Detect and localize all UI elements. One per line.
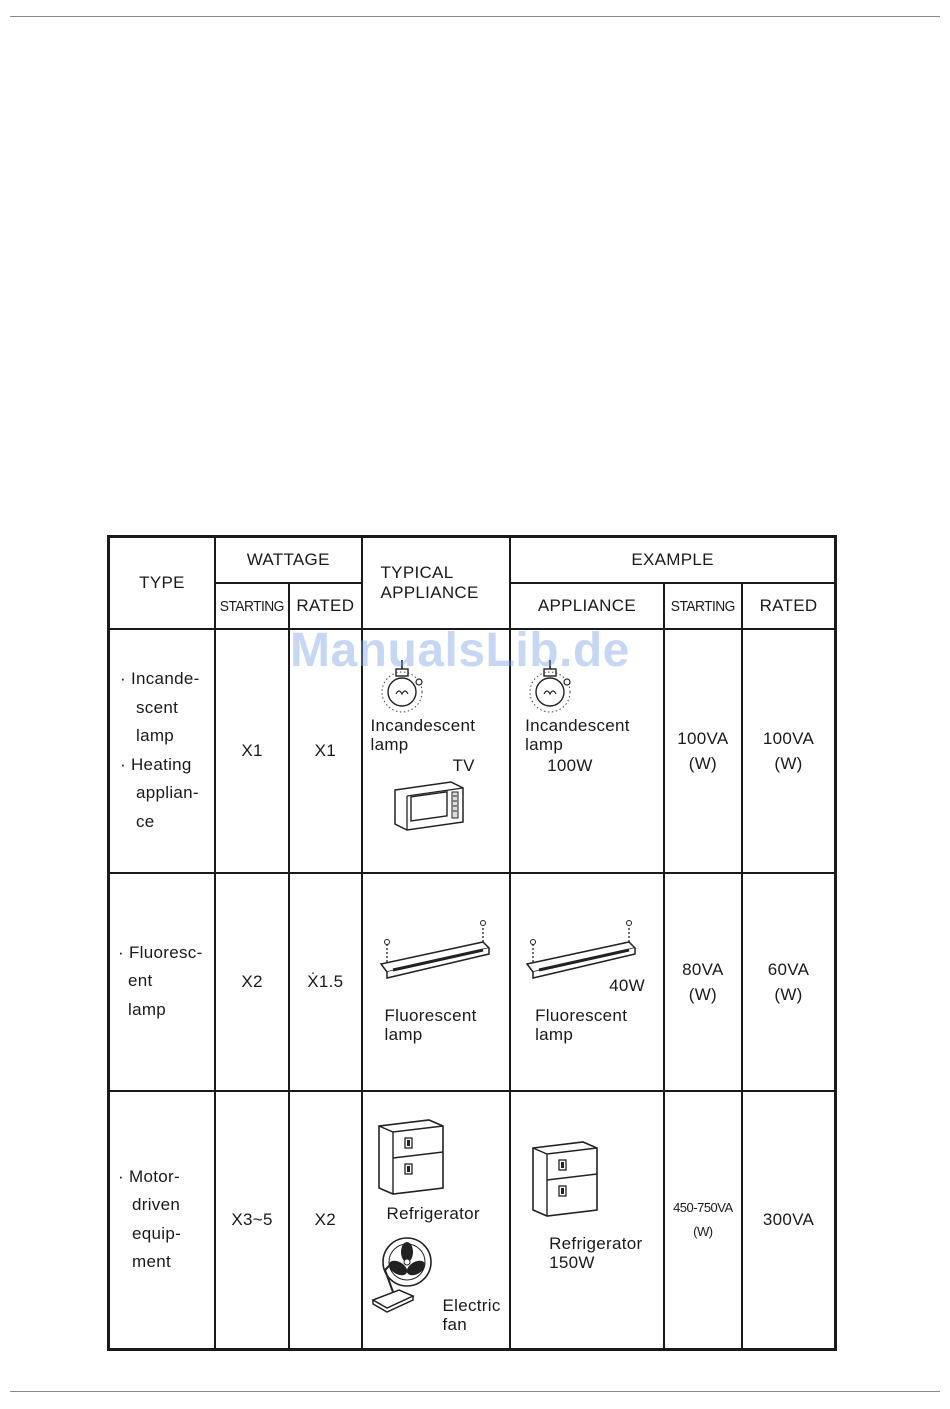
type-line: scent [136,697,179,717]
example-rated-value [742,873,835,1091]
value-line: (W) [693,1223,713,1239]
table-row-motor [109,1091,836,1350]
type-line: equip- [132,1223,182,1243]
example-appliance-cell [510,1091,664,1350]
type-line: · Fluoresc- [118,942,203,962]
rated-value: X2 [289,1091,361,1350]
top-rule [10,16,940,17]
example-label: lamp [535,1024,574,1044]
type-cell [109,873,215,1091]
example-appliance-cell [510,629,664,873]
watermark-text: ManualsLib.de [290,624,630,677]
value-line: 100VA [762,728,815,748]
type-line: · Motor- [118,1166,180,1186]
table-row-incandescent [109,629,836,873]
type-line: lamp [128,999,167,1019]
header-ex-starting [664,583,742,629]
example-starting-value [664,629,742,873]
typical-label: lamp [370,734,409,754]
typical-appliance-cell [362,873,511,1091]
bottom-rule [10,1391,940,1392]
wattage-table-wrapper [107,535,837,1347]
typical-label: lamp [384,1024,423,1044]
type-line: ce [136,811,155,831]
table-row-fluorescent [109,873,836,1091]
example-rated-value [742,629,835,873]
type-line: applian- [136,783,199,802]
fluorescent-lamp-icon [525,920,639,980]
example-label: 100W [547,755,593,775]
example-label: Refrigerator [549,1233,643,1253]
example-rated-value: 300VA [742,1091,835,1350]
typical-label: fan [442,1314,468,1334]
value-line: (W) [688,984,718,1004]
typical-appliance-cell [362,629,511,873]
starting-value: X3~5 [215,1091,289,1350]
header-ex-appliance: APPLIANCE [510,583,664,629]
header-type: TYPE [109,537,215,629]
tv-icon [389,776,467,832]
fluorescent-lamp-icon [379,920,493,980]
value-line: 60VA [767,959,810,979]
electric-fan-icon [369,1234,435,1314]
header-typical-line2: APPLIANCE [380,582,479,602]
type-line: ent [128,971,153,991]
refrigerator-icon [529,1138,603,1218]
incandescent-lamp-icon [377,660,427,714]
rated-value: Ẋ1.5 [289,873,361,1091]
header-wattage: WATTAGE [215,537,362,583]
type-line: lamp [136,726,175,745]
value-line: 450-750VA [673,1199,733,1215]
starting-value: X2 [215,873,289,1091]
refrigerator-icon [375,1116,449,1196]
value-line: 80VA [682,959,724,979]
type-cell [109,629,215,873]
rated-value: X1 [289,629,361,873]
type-line: · Heating [120,754,192,774]
typical-label-tv: TV [452,755,475,775]
header-example: EXAMPLE [510,537,835,583]
header-rated: RATED [289,583,361,629]
wattage-table [107,535,837,1351]
value-line: 100VA [677,728,729,748]
example-appliance-cell [510,873,664,1091]
header-starting [215,583,289,629]
typical-label-refrigerator: Refrigerator [386,1203,480,1223]
value-line: (W) [774,753,803,773]
example-label: Fluorescent [535,1005,628,1025]
value-line: (W) [688,753,718,773]
starting-value: X1 [215,629,289,873]
type-line: · Incande- [120,669,200,688]
header-ex-rated: RATED [742,583,835,629]
header-typical-appliance [362,537,511,629]
type-line: driven [132,1195,181,1214]
header-typical-line1: TYPICAL [380,562,454,582]
typical-label: Incandescent [370,715,476,735]
example-starting-value [664,873,742,1091]
type-line: ment [132,1252,171,1271]
example-label: 150W [549,1252,595,1272]
typical-label: Fluorescent [384,1005,477,1025]
value-line: (W) [774,984,803,1004]
typical-label: Electric [442,1295,501,1315]
incandescent-lamp-icon [525,660,575,714]
example-watt: 40W [609,975,645,995]
example-label: Incandescent [525,715,630,735]
type-cell [109,1091,215,1350]
typical-appliance-cell [362,1091,511,1350]
example-label: lamp [525,734,564,754]
example-starting-value [664,1091,742,1350]
header-starting-text: STARTING [220,597,285,615]
header-ex-starting-text: STARTING [670,597,735,615]
